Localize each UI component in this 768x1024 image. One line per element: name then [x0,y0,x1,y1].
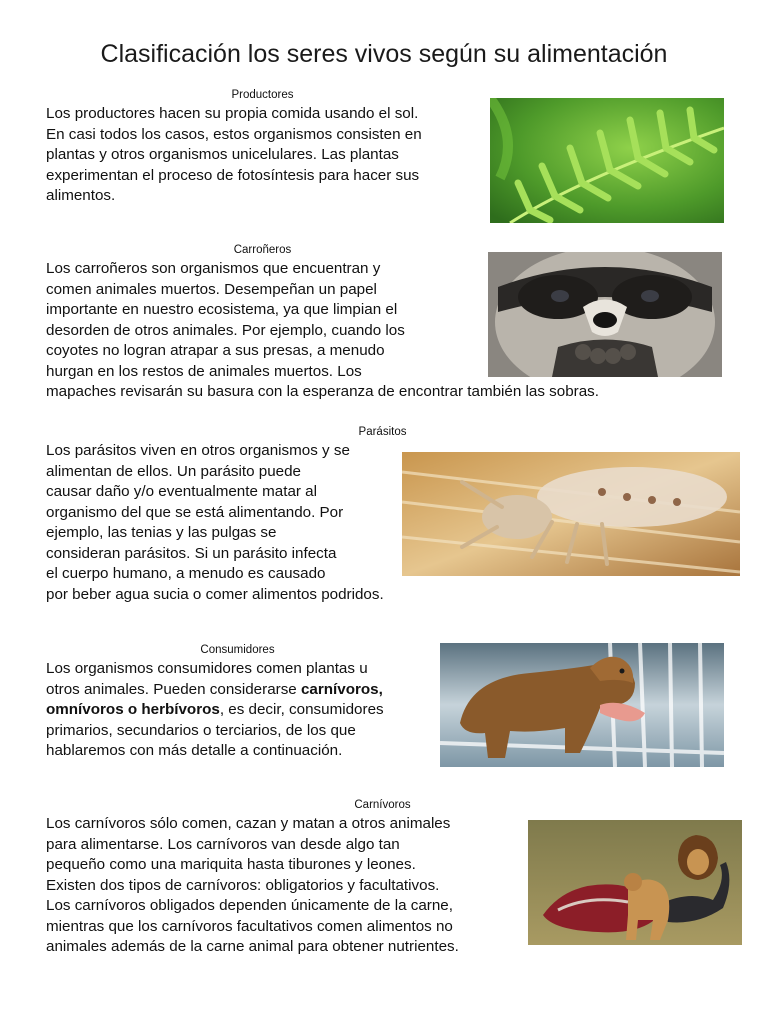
text-line: Los carroñeros son organismos que encuentran y [46,260,381,277]
section-heading-carnivoros: Carnívoros [354,799,411,811]
text-line [46,680,446,701]
bold-term-carnivoros: carnívoros, [300,680,383,698]
raccoon-photo [488,252,722,377]
lions-with-prey-photo [528,820,742,945]
section-heading-productores: Productores [231,89,294,101]
text-line: Los parásitos viven en otros organismos y se [46,442,350,459]
text-line: Existen dos tipos de carnívoros: obligatorios y facultativos. [46,876,440,894]
text-line: mientras que los carnívoros facultativos comen alimentos no [46,917,453,935]
text-line: ejemplo, las tenias y las pulgas se [46,524,277,541]
section-heading-consumidores: Consumidores [200,644,275,656]
section-text-parasitos [46,441,446,605]
page-title: Clasificación los seres vivos según su alimentación [100,40,668,68]
fern-leaf-photo [490,98,724,223]
section-text-carnivoros [46,814,526,958]
text-line: consideran parásitos. Si un parásito infecta [46,544,337,562]
text-line: mapaches revisarán su basura con la esperanza de encontrar también las sobras. [46,383,599,400]
text-line: plantas y otros organismos unicelulares. Las plantas [46,146,399,163]
text-line: Los productores hacen su propia comida usando el sol. [46,105,419,122]
louse-photo [402,452,740,576]
text-line: primarios, secundarios o terciarios, de los que [46,721,356,739]
text-line: pequeño como una mariquita hasta tiburones y leones. [46,856,416,873]
section-text-productores [46,104,486,207]
text-line: comen animales muertos. Desempeñan un papel [46,280,377,298]
text-line: desorden de otros animales. Por ejemplo, cuando los [46,321,405,339]
text-line: alimentan de ellos. Un parásito puede [46,462,301,480]
text-line: causar daño y/o eventualmente matar al [46,483,318,500]
text-line: coyotes no logran atrapar a sus presas, a menudo [46,342,385,359]
text-line: experimentan el proceso de fotosíntesis para hacer sus [46,166,420,184]
text-line: hablaremos con más detalle a continuación. [46,742,343,759]
bear-with-salmon-photo [440,643,724,767]
section-heading-parasitos: Parásitos [358,426,407,438]
text-line: por beber agua sucia o comer alimentos podridos. [46,585,384,603]
text-line: En casi todos los casos, estos organismos consisten en [46,125,422,143]
text-line: el cuerpo humano, a menudo es causado [46,565,326,582]
text-line: animales además de la carne animal para obtener nutrientes. [46,938,459,955]
text-line [46,700,446,721]
text-run: otros animales. Pueden considerarse [46,680,301,698]
text-line: para alimentarse. Los carnívoros van desde algo tan [46,835,400,853]
text-line: Los carnívoros obligados dependen únicamente de la carne, [46,897,453,914]
text-line: alimentos. [46,187,116,204]
bold-term-omnivoros-herbivoros: omnívoros o herbívoros [46,701,220,718]
section-heading-carroneros: Carroñeros [233,244,292,256]
section-text-consumidores [46,659,446,762]
text-line: Los organismos consumidores comen plantas u [46,660,368,677]
text-line: Los carnívoros sólo comen, cazan y matan a otros animales [46,815,451,832]
text-line: importante en nuestro ecosistema, ya que limpian el [46,301,398,318]
text-run: , es decir, consumidores [219,701,384,718]
text-line: organismo del que se está alimentando. Por [46,503,344,521]
text-line: hurgan en los restos de animales muertos. Los [46,362,362,380]
